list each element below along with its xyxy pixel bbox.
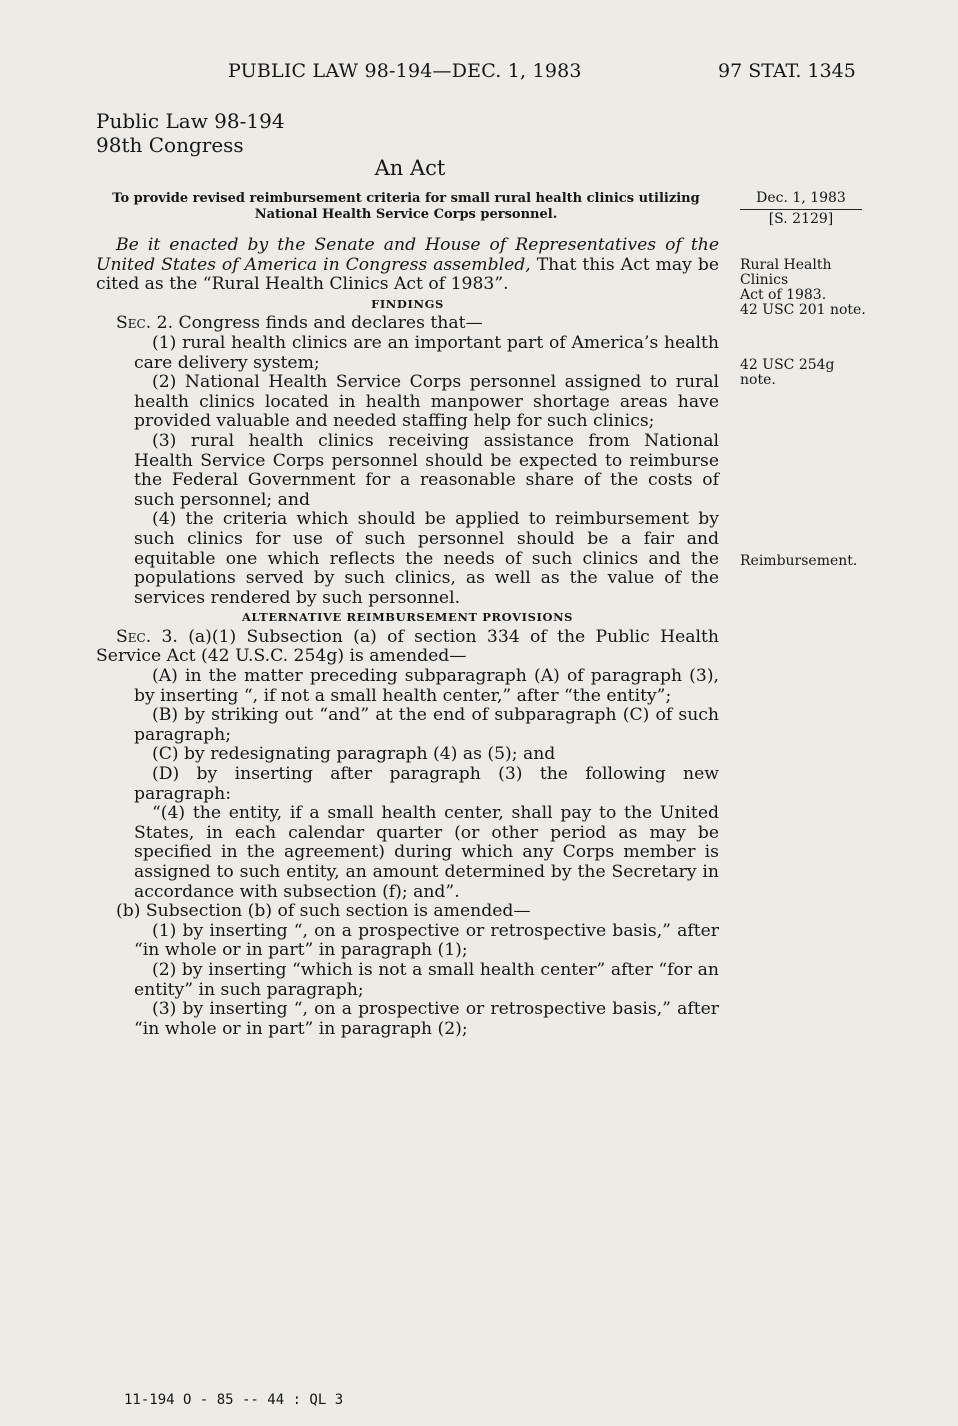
purpose-line-2: National Health Service Corps personnel. [254,207,558,222]
running-head: PUBLIC LAW 98-194—DEC. 1, 1983 [228,60,582,82]
law-number: Public Law 98-194 [96,109,285,133]
margin-reimbursement-note: Reimbursement. [740,553,858,569]
finding-2: (2) National Health Service Corps personnel assigned to rural health clinics located in health manpower shortage areas have provided valuable and needed staffing help for such clinics; [134,372,719,432]
section-3-text: (a)(1) Subsection (a) of section 334 of the Public Health Service Act (42 U.S.C. 254g) is amended— [96,626,720,667]
act-body [96,236,719,1039]
margin-short-title-note [740,258,866,318]
margin-rhc-line-2: Clinics [740,272,789,288]
margin-usc-note [740,358,835,388]
amendment-b: (B) by striking out “and” at the end of subparagraph (C) of such paragraph; [134,705,719,745]
enacting-clause-italic: Be it enacted by the Senate and House of Representatives of the United States of America in Congress assembled, [96,235,719,275]
quoted-new-paragraph: “(4) the entity, if a small health center, shall pay to the United States, in each calendar quarter (or other period as may be specified in the agreement) during which any Corps member is assigned to such entity, an amount determined by the Secretary in accordance with subsection (f); and”. [134,803,719,902]
subsection-b-item-2: (2) by inserting “which is not a small health center” after “for an entity” in such paragraph; [134,959,719,1000]
section-2-text: Congress finds and declares that— [173,313,483,334]
margin-usc-line-1: 42 USC 254g [740,357,835,373]
section-3-label: Sec. 3. [116,626,178,647]
margin-rhc-line-4: 42 USC 201 note. [740,302,866,318]
enacting-clause [96,236,719,295]
section-2-label: Sec. 2. [116,313,174,334]
amendment-d: (D) by inserting after paragraph (3) the following new paragraph: [134,764,719,804]
finding-3: (3) rural health clinics receiving assistance from National Health Service Corps personnel should be expected to reimburse the Federal Government for a reasonable share of the costs of such personnel; and [134,430,719,510]
finding-1: (1) rural health clinics are an important part of America’s health care delivery system; [134,332,719,373]
enacting-clause-rest: That this Act may be cited as the “Rural Health Clinics Act of 1983”. [96,254,719,295]
margin-date: Dec. 1, 1983 [740,191,862,210]
finding-4: (4) the criteria which should be applied to reimbursement by such clinics for use of such personnel should be a fair and equitable one which reflects the needs of such clinics and the populations served by such clinics, as well as the value of the services rendered by such personnel. [134,509,719,608]
amendment-a: (A) in the matter preceding subparagraph (A) of paragraph (3), by inserting “, if not a small health center,” after “the entity”; [134,666,719,706]
amendment-c: (C) by redesignating paragraph (4) as (5); and [152,744,556,765]
printing-code-footer: 11-194 O - 85 -- 44 : QL 3 [124,1392,344,1408]
subsection-b-item-3: (3) by inserting “, on a prospective or retrospective basis,” after “in whole or in part” in paragraph (2); [134,999,719,1039]
congress-number: 98th Congress [96,133,244,157]
act-title: An Act [374,156,446,180]
margin-bill-number: [S. 2129] [768,211,834,227]
statute-citation: 97 STAT. 1345 [718,60,856,82]
alternative-reimbursement-heading: ALTERNATIVE REIMBURSEMENT PROVISIONS [241,610,574,625]
subsection-b-intro: (b) Subsection (b) of such section is amended— [116,901,531,922]
margin-usc-line-2: note. [740,372,776,388]
law-identification [96,109,285,157]
subsection-b-item-1: (1) by inserting “, on a prospective or retrospective basis,” after “in whole or in part” in paragraph (1); [134,920,719,961]
section-2-intro [96,314,719,334]
purpose-line-1: To provide revised reimbursement criteria for small rural health clinics utilizing [112,191,700,206]
section-3-intro [96,628,719,667]
findings-heading: FINDINGS [371,296,444,311]
act-purpose [92,191,720,223]
margin-rhc-line-1: Rural Health [740,257,832,273]
margin-rhc-line-3: Act of 1983. [740,287,827,303]
